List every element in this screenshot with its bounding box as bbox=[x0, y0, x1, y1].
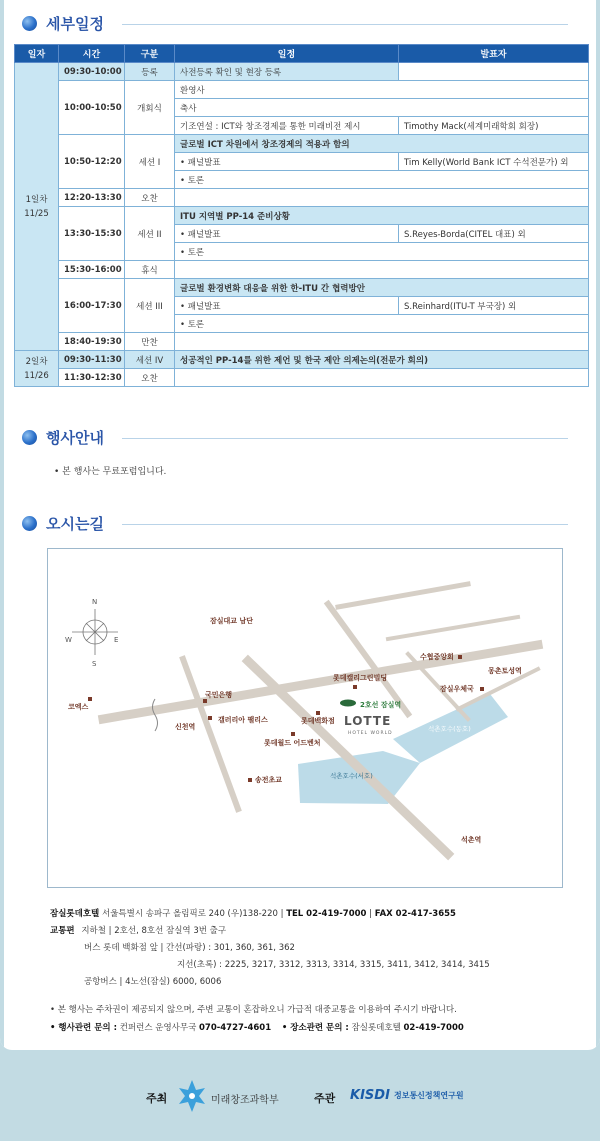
hotel-marker-icon bbox=[340, 700, 356, 707]
label-kookmin: 국민은행 bbox=[205, 691, 233, 699]
type-cell: 개회식 bbox=[125, 81, 175, 135]
label-post: 잠실우체국 bbox=[440, 685, 474, 693]
header-date: 일자 bbox=[15, 45, 59, 63]
compass-s: S bbox=[92, 660, 97, 668]
table-row bbox=[15, 189, 589, 207]
event-info-section-header bbox=[22, 428, 568, 448]
speaker-cell bbox=[399, 63, 589, 81]
org-name: 정보통신정책연구원 bbox=[394, 1091, 464, 1100]
venue-fax: FAX 02-417-3655 bbox=[374, 909, 456, 919]
table-row bbox=[15, 207, 589, 225]
label-bridge: 잠실대교 남단 bbox=[210, 617, 254, 625]
table-row bbox=[15, 369, 589, 387]
label-seokchon: 석촌역 bbox=[461, 836, 482, 844]
marker-kolon bbox=[88, 697, 92, 701]
agenda-cell bbox=[175, 189, 589, 207]
table-row bbox=[15, 351, 589, 369]
road-top bbox=[338, 584, 468, 607]
label-songjeon: 송전초교 bbox=[255, 776, 283, 784]
table-row bbox=[15, 333, 589, 351]
type-cell: 등록 bbox=[125, 63, 175, 81]
road-upper bbox=[388, 617, 518, 639]
header-speaker: 발표자 bbox=[399, 45, 589, 63]
label-galleria: 갤러리아 팰리스 bbox=[218, 716, 268, 724]
host-label: 주최 bbox=[146, 1092, 168, 1105]
speaker-cell: S.Reyes-Borda(CITEL 대표) 외 bbox=[399, 225, 589, 243]
marker-kookmin bbox=[203, 699, 207, 703]
time-cell: 12:20-13:30 bbox=[59, 189, 125, 207]
agenda-cell: 축사 bbox=[175, 99, 589, 117]
card-border-left bbox=[0, 0, 4, 1048]
transport-label: 교통편 bbox=[50, 926, 75, 936]
section-bullet-icon bbox=[22, 516, 37, 531]
location-map[interactable] bbox=[47, 548, 563, 888]
day2-date: 11/26 bbox=[24, 370, 49, 381]
day2-cell bbox=[15, 351, 59, 387]
agenda-cell bbox=[175, 261, 589, 279]
table-row bbox=[15, 81, 589, 99]
transport-bus-trunk: 버스 롯데 백화점 앞 | 간선(파랑) : 301, 360, 361, 362 bbox=[84, 943, 295, 953]
marker-songjeon bbox=[248, 778, 252, 782]
type-cell: 세션 IV bbox=[125, 351, 175, 369]
time-cell: 09:30-10:00 bbox=[59, 63, 125, 81]
label-sincheon: 신천역 bbox=[175, 723, 196, 731]
marker-bangi bbox=[353, 685, 357, 689]
session-title-cell: 성공적인 PP-14를 위한 제언 및 한국 제안 의제논의(전문가 회의) bbox=[175, 351, 589, 369]
venue-info: 잠실롯데호텔 서울특별시 송파구 올림픽로 240 (우)138-220 | TEL 02-419-7000 | FAX 02-417-3655 bbox=[50, 909, 456, 919]
host-name: 미래창조과학부 bbox=[211, 1095, 279, 1106]
compass-icon bbox=[72, 609, 118, 655]
schedule-table bbox=[14, 44, 589, 387]
day2-label: 2일차 bbox=[25, 356, 48, 367]
label-songpa-station: 몽촌토성역 bbox=[488, 667, 522, 675]
card-border-right bbox=[596, 0, 600, 1048]
transport-subway bbox=[50, 924, 226, 936]
agenda-cell bbox=[175, 369, 589, 387]
marker-adventure bbox=[291, 732, 295, 736]
table-row bbox=[15, 135, 589, 153]
venue-name: 잠실롯데호텔 bbox=[50, 909, 100, 919]
section-divider bbox=[122, 24, 568, 25]
time-cell: 09:30-11:30 bbox=[59, 351, 125, 369]
header-type: 구분 bbox=[125, 45, 175, 63]
hotel-world-text: HOTEL WORLD bbox=[348, 731, 393, 736]
directions-section-title: 오시는길 bbox=[46, 515, 104, 533]
agenda-cell bbox=[175, 333, 589, 351]
agenda-cell: 사전등록 확인 및 현장 등록 bbox=[175, 63, 399, 81]
type-cell: 오찬 bbox=[125, 369, 175, 387]
place-label: • 장소관련 문의 : bbox=[281, 1023, 349, 1033]
contact-tel: 070-4727-4601 bbox=[199, 1023, 272, 1033]
time-cell: 13:30-15:30 bbox=[59, 207, 125, 261]
section-divider bbox=[122, 524, 568, 525]
road-west bbox=[183, 659, 238, 809]
speaker-cell: Timothy Mack(세계미래학회 회장) bbox=[399, 117, 589, 135]
label-kolon: 코엑스 bbox=[68, 703, 89, 711]
compass-w: W bbox=[65, 636, 72, 644]
road-north bbox=[328, 604, 408, 714]
event-note: • 본 행사는 무료포럼입니다. bbox=[54, 467, 167, 477]
time-cell: 10:00-10:50 bbox=[59, 81, 125, 135]
venue-tel: TEL 02-419-7000 bbox=[286, 909, 367, 919]
org-label: 주관 bbox=[314, 1092, 336, 1105]
place-tel: 02-419-7000 bbox=[403, 1023, 464, 1033]
type-cell: 세션 I bbox=[125, 135, 175, 189]
lotte-logo-text: LOTTE bbox=[344, 714, 392, 728]
section-divider bbox=[122, 438, 568, 439]
type-cell: 세션 III bbox=[125, 279, 175, 333]
label-adventure: 롯데월드 어드벤처 bbox=[264, 739, 321, 747]
agenda-cell: • 패널발표 bbox=[175, 153, 399, 171]
venue-address: 서울특별시 송파구 올림픽로 240 (우)138-220 bbox=[101, 909, 278, 919]
agenda-cell: • 토론 bbox=[175, 315, 589, 333]
table-row bbox=[15, 63, 589, 81]
type-cell: 휴식 bbox=[125, 261, 175, 279]
marker-post bbox=[480, 687, 484, 691]
schedule-section-title: 세부일정 bbox=[46, 15, 104, 33]
day1-cell bbox=[15, 63, 59, 351]
label-station2: 2호선 잠실역 bbox=[360, 701, 402, 709]
marker-galleria bbox=[208, 716, 212, 720]
table-row bbox=[15, 279, 589, 297]
label-market: 수협중앙회 bbox=[420, 653, 454, 661]
time-cell: 10:50-12:20 bbox=[59, 135, 125, 189]
section-bullet-icon bbox=[22, 16, 37, 31]
type-cell: 오찬 bbox=[125, 189, 175, 207]
time-cell: 15:30-16:00 bbox=[59, 261, 125, 279]
label-lake-east: 석촌호수(동호) bbox=[428, 725, 471, 733]
place-value: 잠실롯데호텔 bbox=[351, 1023, 401, 1033]
table-header-row bbox=[15, 45, 589, 63]
agenda-cell: • 토론 bbox=[175, 243, 589, 261]
marker-dept bbox=[316, 711, 320, 715]
table-row bbox=[15, 261, 589, 279]
contact-label: • 행사관련 문의 : bbox=[50, 1023, 117, 1033]
section-bullet-icon bbox=[22, 430, 37, 445]
transport-bus-branch: 지선(초록) : 2225, 3217, 3312, 3313, 3314, 3315, 3411, 3412, 3414, 3415 bbox=[177, 960, 490, 970]
day1-label: 1일차 bbox=[25, 194, 48, 205]
directions-section-header bbox=[22, 514, 568, 534]
label-bangi: 롯데캘리그린빌딩 bbox=[333, 674, 388, 682]
day1-date: 11/25 bbox=[24, 208, 49, 219]
agenda-cell: • 패널발표 bbox=[175, 297, 399, 315]
ministry-logo-icon bbox=[177, 1078, 207, 1114]
schedule-section-header bbox=[22, 14, 568, 34]
session-title-cell: ITU 지역별 PP-14 준비상황 bbox=[175, 207, 589, 225]
speaker-cell: Tim Kelly(World Bank ICT 수석전문가) 외 bbox=[399, 153, 589, 171]
label-dept: 롯데백화점 bbox=[301, 717, 335, 725]
time-cell: 11:30-12:30 bbox=[59, 369, 125, 387]
org-abbr: KISDI bbox=[350, 1088, 390, 1103]
event-info-section-title: 행사안내 bbox=[46, 429, 104, 447]
session-title-cell: 글로벌 ICT 차원에서 창조경제의 적용과 함의 bbox=[175, 135, 589, 153]
label-lake-west: 석촌호수(서호) bbox=[330, 772, 373, 780]
compass-n: N bbox=[92, 598, 98, 606]
speaker-cell: S.Reinhard(ITU-T 부국장) 외 bbox=[399, 297, 589, 315]
contact-value: 컨퍼런스 운영사무국 bbox=[119, 1023, 197, 1033]
agenda-cell: 환영사 bbox=[175, 81, 589, 99]
contact-line bbox=[50, 1021, 464, 1033]
type-cell: 세션 II bbox=[125, 207, 175, 261]
transport-airport: 공항버스 | 4노선(잠실) 6000, 6006 bbox=[84, 977, 222, 987]
time-cell: 16:00-17:30 bbox=[59, 279, 125, 333]
agenda-cell: 기조연설 : ICT와 창조경제를 통한 미래비전 제시 bbox=[175, 117, 399, 135]
header-time: 시간 bbox=[59, 45, 125, 63]
marker-market bbox=[458, 655, 462, 659]
session-title-cell: 글로벌 환경변화 대응을 위한 한-ITU 간 협력방안 bbox=[175, 279, 589, 297]
agenda-cell: • 패널발표 bbox=[175, 225, 399, 243]
parking-note: • 본 행사는 주차권이 제공되지 않으며, 주변 교통이 혼잡하오니 가급적 대중교통을 이용하여 주시기 바랍니다. bbox=[50, 1005, 457, 1015]
transport-subway-text: 지하철 | 2호선, 8호선 잠실역 3번 출구 bbox=[81, 926, 227, 936]
agenda-cell: • 토론 bbox=[175, 171, 589, 189]
type-cell: 만찬 bbox=[125, 333, 175, 351]
time-cell: 18:40-19:30 bbox=[59, 333, 125, 351]
compass-e: E bbox=[114, 636, 119, 644]
header-agenda: 일정 bbox=[175, 45, 399, 63]
